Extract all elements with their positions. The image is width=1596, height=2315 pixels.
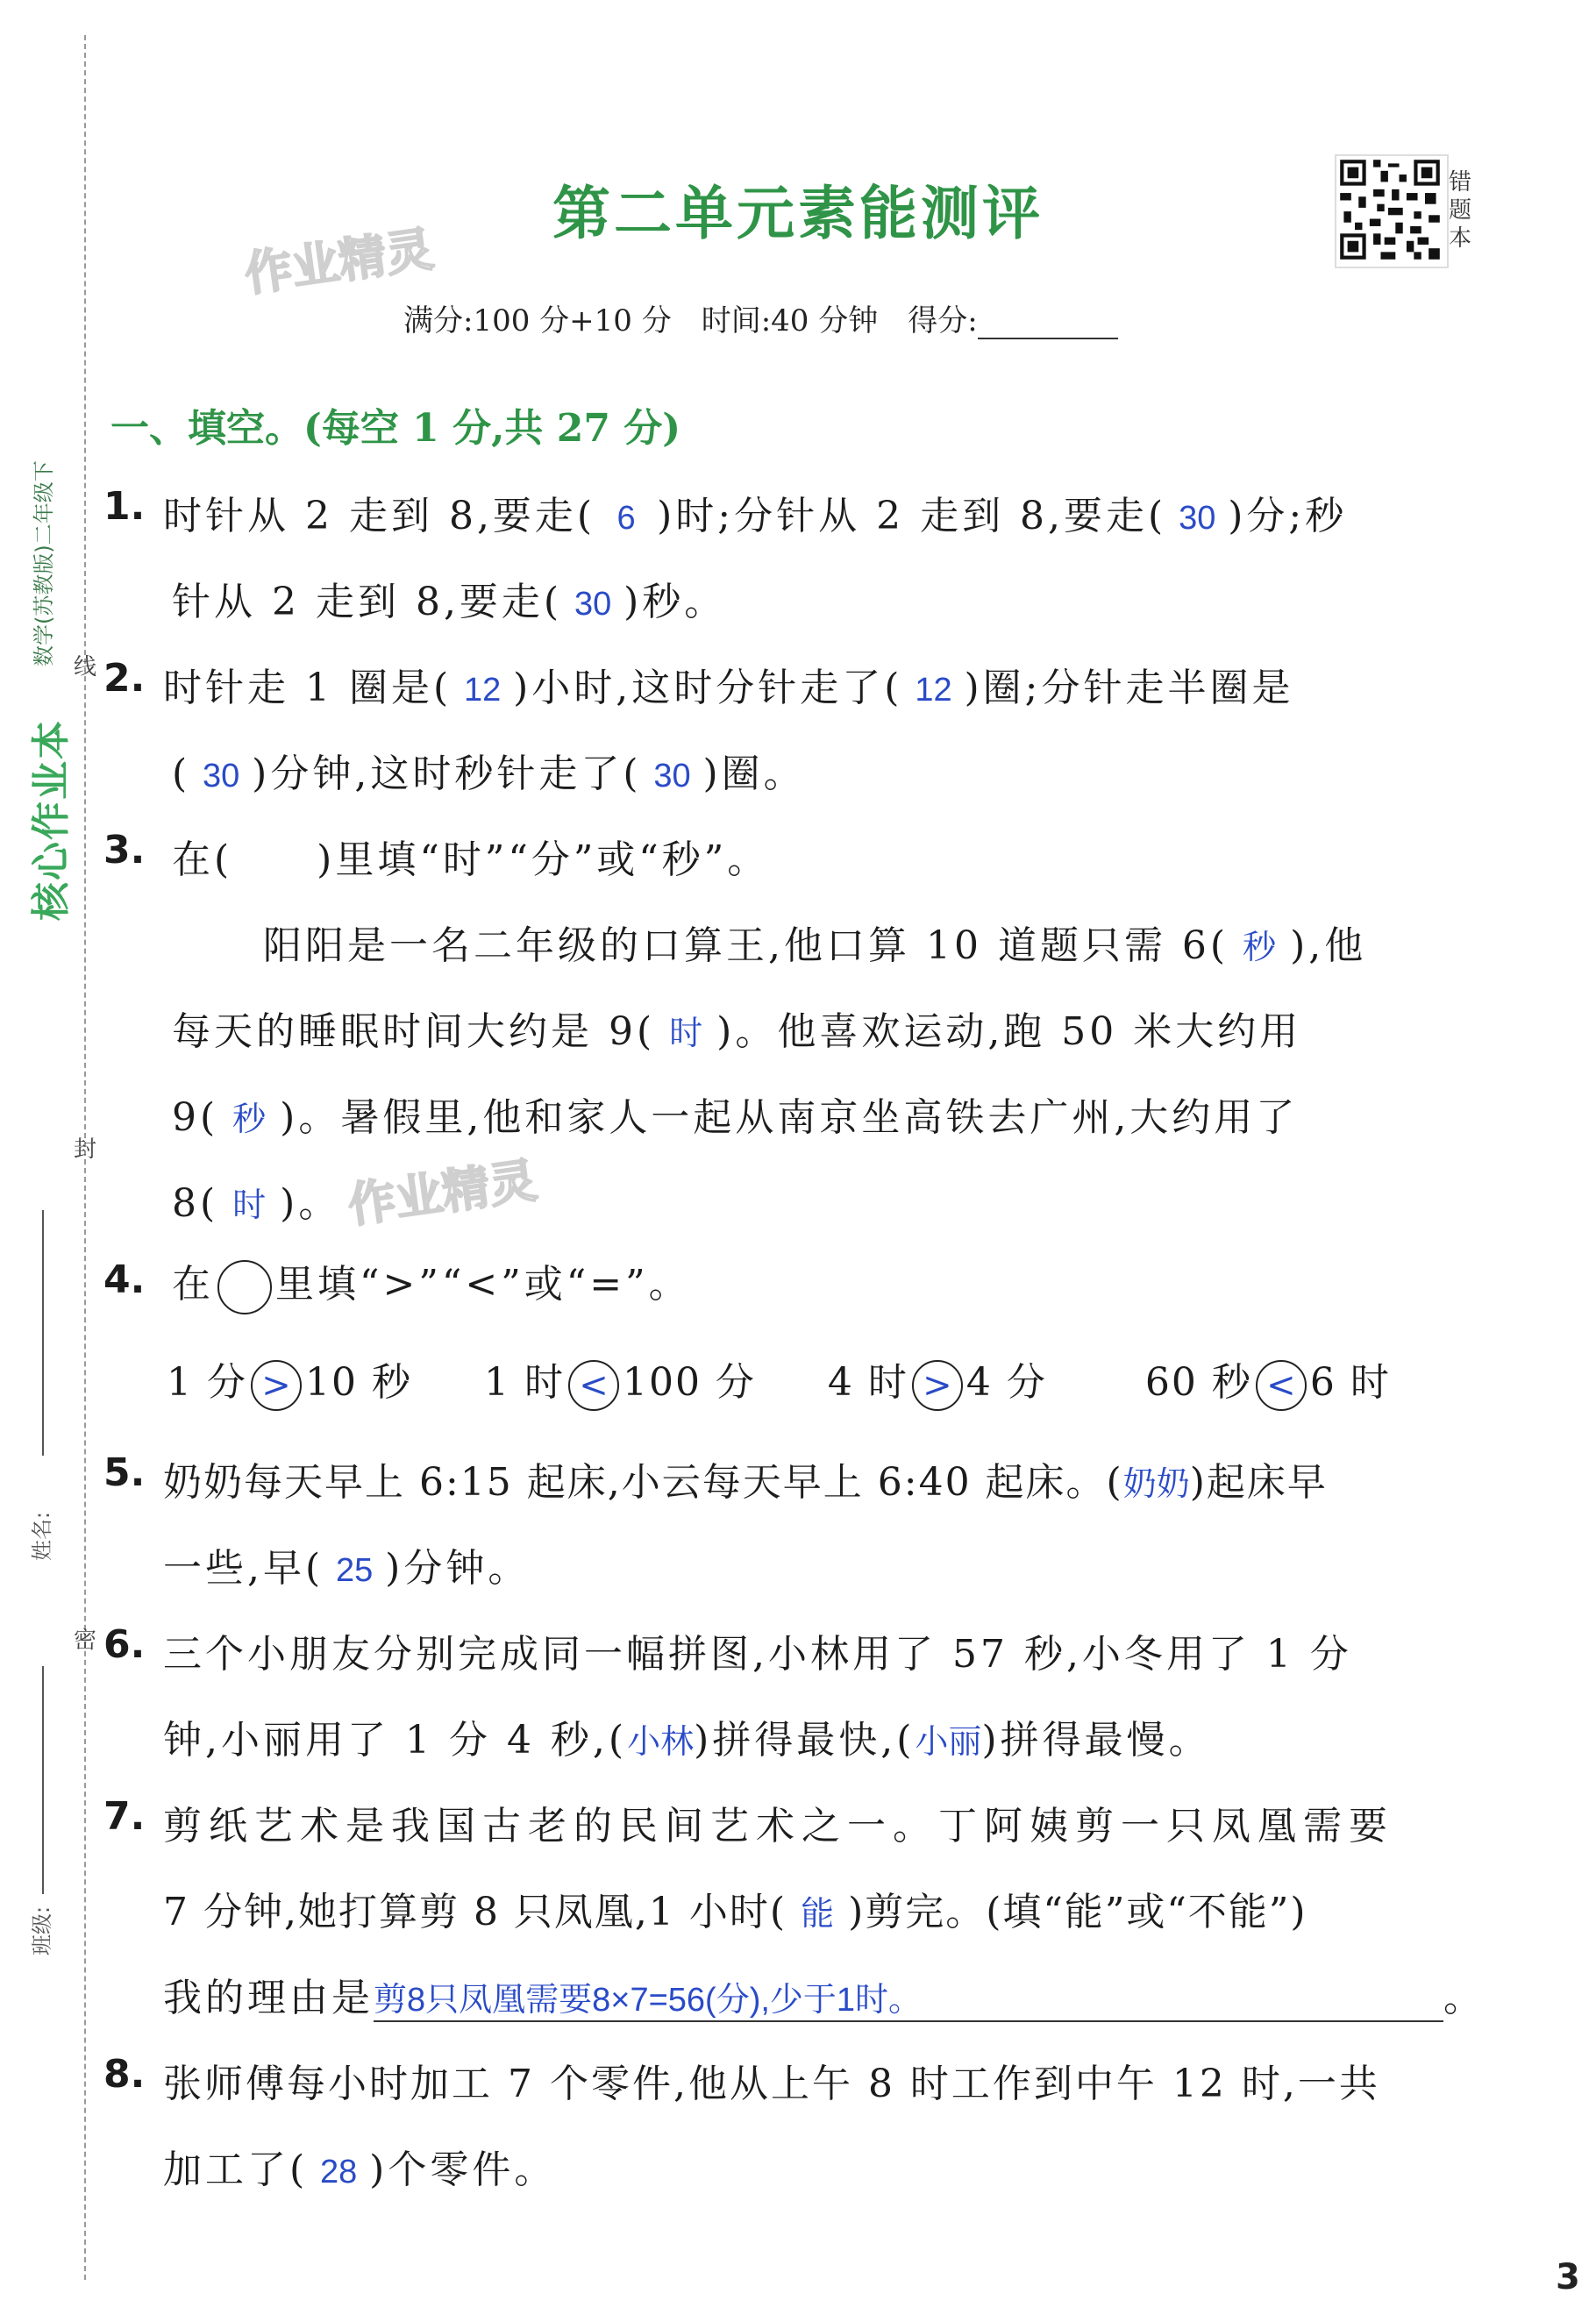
class-field-label: 班级: xyxy=(30,1905,54,1955)
q4-comparisons xyxy=(167,1350,1391,1411)
q3-line-1 xyxy=(263,914,1366,970)
q3-line-4 xyxy=(172,1172,340,1228)
text: )分钟。 xyxy=(385,1546,531,1591)
binding-char-line: 线 xyxy=(74,654,97,680)
text: )个零件。 xyxy=(369,2148,557,2192)
question-number: 8. xyxy=(103,2052,146,2097)
text: ),他 xyxy=(1290,923,1367,968)
text: )分钟,这时秒针走了( xyxy=(252,751,642,796)
text: 针从 2 走到 8,要走( xyxy=(172,580,563,624)
q7-line-1: 剪纸艺术是我国古老的民间艺术之一。丁阿姨剪一只凤凰需要 xyxy=(163,1804,1394,1848)
comparison-item xyxy=(828,1360,1047,1405)
answer: 能 xyxy=(801,1896,835,1933)
text: 加工了( xyxy=(163,2148,309,2192)
text: )拼得最慢。 xyxy=(981,1718,1211,1763)
text: 9( xyxy=(172,1095,219,1140)
comparison-item xyxy=(484,1360,756,1405)
text: 时针从 2 走到 8,要走( xyxy=(163,494,596,538)
empty-circle-icon xyxy=(217,1260,272,1314)
binding-char-seal: 封 xyxy=(74,1136,97,1163)
text: 每天的睡眠时间大约是 9( xyxy=(172,1009,656,1054)
text: 在 xyxy=(172,1262,214,1307)
answer: 30 xyxy=(574,586,612,623)
answer: 30 xyxy=(653,758,691,794)
text: )。他喜欢运动,跑 50 米大约用 xyxy=(716,1009,1302,1054)
qr-code-label: 错题本 xyxy=(1449,169,1472,252)
reason-answer: 剪8只凤凰需要8×7=56(分),少于1时。 xyxy=(374,1972,1443,2022)
left-value: 1 分 xyxy=(167,1360,247,1405)
question-number: 4. xyxy=(103,1257,146,1302)
answer-circle: > xyxy=(251,1360,302,1411)
right-value: 6 时 xyxy=(1309,1360,1391,1405)
text: )起床早 xyxy=(1189,1460,1328,1505)
text: )拼得最快,( xyxy=(694,1718,916,1763)
right-value: 100 分 xyxy=(622,1360,756,1405)
class-field-line xyxy=(42,1666,44,1894)
page-number: 3 xyxy=(1556,2257,1580,2297)
book-subtitle: 数学(苏教版)二年级下 xyxy=(32,460,56,666)
text: 一些,早( xyxy=(163,1546,324,1591)
answer-circle: < xyxy=(568,1360,619,1411)
text: 钟,小丽用了 1 分 4 秒,( xyxy=(163,1718,628,1763)
text: 。 xyxy=(1443,1976,1486,2020)
answer: 12 xyxy=(464,672,502,709)
page-title: 第二单元素能测评 xyxy=(552,179,1044,247)
question-number: 6. xyxy=(103,1622,146,1667)
q6-line-1: 三个小朋友分别完成同一幅拼图,小林用了 57 秒,小冬用了 1 分 xyxy=(163,1632,1352,1677)
answer: 25 xyxy=(336,1552,374,1589)
answer-circle: > xyxy=(912,1360,963,1411)
comparison-item xyxy=(1145,1360,1391,1405)
answer: 6 xyxy=(616,500,636,537)
text: ( xyxy=(172,751,191,796)
answer: 12 xyxy=(915,672,952,709)
left-value: 4 时 xyxy=(827,1360,908,1405)
answer: 小丽 xyxy=(915,1724,982,1761)
text: 奶奶每天早上 6:15 起床,小云每天早上 6:40 起床。( xyxy=(163,1460,1123,1505)
q5-line-1 xyxy=(163,1450,1328,1507)
text: )。 xyxy=(280,1181,341,1226)
question-number: 1. xyxy=(103,484,146,529)
text: 8( xyxy=(172,1181,219,1226)
binding-char-dense: 密 xyxy=(74,1628,97,1654)
q6-line-2 xyxy=(163,1708,1211,1764)
watermark: 作业精灵 xyxy=(241,221,437,303)
answer: 30 xyxy=(203,758,240,794)
q3-prompt: 在( )里填“时”“分”或“秒”。 xyxy=(172,837,770,882)
left-value: 1 时 xyxy=(483,1360,565,1405)
question-number: 7. xyxy=(103,1794,146,1839)
brand-logo: 核心作业本 xyxy=(29,719,74,921)
text: 时针走 1 圈是( xyxy=(163,666,452,710)
answer: 30 xyxy=(1179,500,1216,537)
answer: 时 xyxy=(232,1187,267,1224)
question-number: 5. xyxy=(103,1450,146,1495)
question-number: 2. xyxy=(103,656,146,701)
answer: 奶奶 xyxy=(1122,1466,1190,1503)
score-blank[interactable] xyxy=(978,311,1118,339)
q1-line-2 xyxy=(172,570,726,626)
text: )剪完。(填“能”或“不能”) xyxy=(848,1890,1307,1934)
text: )秒。 xyxy=(623,580,727,624)
text: )分;秒 xyxy=(1228,494,1348,538)
answer: 秒 xyxy=(232,1101,267,1138)
q8-line-2 xyxy=(163,2138,556,2194)
q7-line-2 xyxy=(163,1880,1307,1936)
text: )小时,这时分针走了( xyxy=(513,666,903,710)
text: )。暑假里,他和家人一起从南京坐高铁去广州,大约用了 xyxy=(280,1095,1299,1140)
text: 7 分钟,她打算剪 8 只凤凰,1 小时( xyxy=(163,1890,787,1934)
q8-line-1: 张师傅每小时加工 7 个零件,他从上午 8 时工作到中午 12 时,一共 xyxy=(163,2062,1380,2106)
right-value: 4 分 xyxy=(965,1360,1047,1405)
right-value: 10 秒 xyxy=(304,1360,412,1405)
q4-prompt xyxy=(172,1252,691,1314)
name-field-label: 姓名: xyxy=(30,1511,54,1561)
text: 我的理由是 xyxy=(163,1976,374,2020)
answer: 时 xyxy=(669,1015,703,1052)
answer: 小林 xyxy=(627,1724,695,1761)
score-info xyxy=(403,296,1118,339)
score-info-text: 满分:100 分+10 分 时间:40 分钟 得分: xyxy=(403,303,978,338)
text: )时;分针从 2 走到 8,要走( xyxy=(657,494,1167,538)
left-value: 60 秒 xyxy=(1144,1360,1252,1405)
q2-line-1 xyxy=(163,656,1293,712)
watermark-2: 作业精灵 xyxy=(345,1152,540,1234)
q3-line-2 xyxy=(172,1000,1301,1056)
text: )圈。 xyxy=(702,751,806,796)
text: 里填“>”“<”或“=”。 xyxy=(275,1262,691,1307)
answer-circle: < xyxy=(1256,1360,1307,1411)
section-heading: 一、填空。(每空 1 分,共 27 分) xyxy=(110,406,681,451)
comparison-item xyxy=(167,1360,412,1405)
q7-line-3 xyxy=(163,1966,1486,2022)
text: 阳阳是一名二年级的口算王,他口算 10 道题只需 6( xyxy=(263,923,1229,968)
qr-code[interactable] xyxy=(1335,154,1449,268)
q3-line-3 xyxy=(172,1086,1298,1142)
q5-line-2 xyxy=(163,1536,530,1592)
answer: 秒 xyxy=(1243,930,1277,966)
q1-line-1 xyxy=(163,484,1347,540)
answer: 28 xyxy=(320,2154,358,2190)
q2-line-2 xyxy=(172,742,806,798)
name-field-line xyxy=(42,1210,44,1456)
question-number: 3. xyxy=(103,828,146,873)
text: )圈;分针走半圈是 xyxy=(964,666,1294,710)
